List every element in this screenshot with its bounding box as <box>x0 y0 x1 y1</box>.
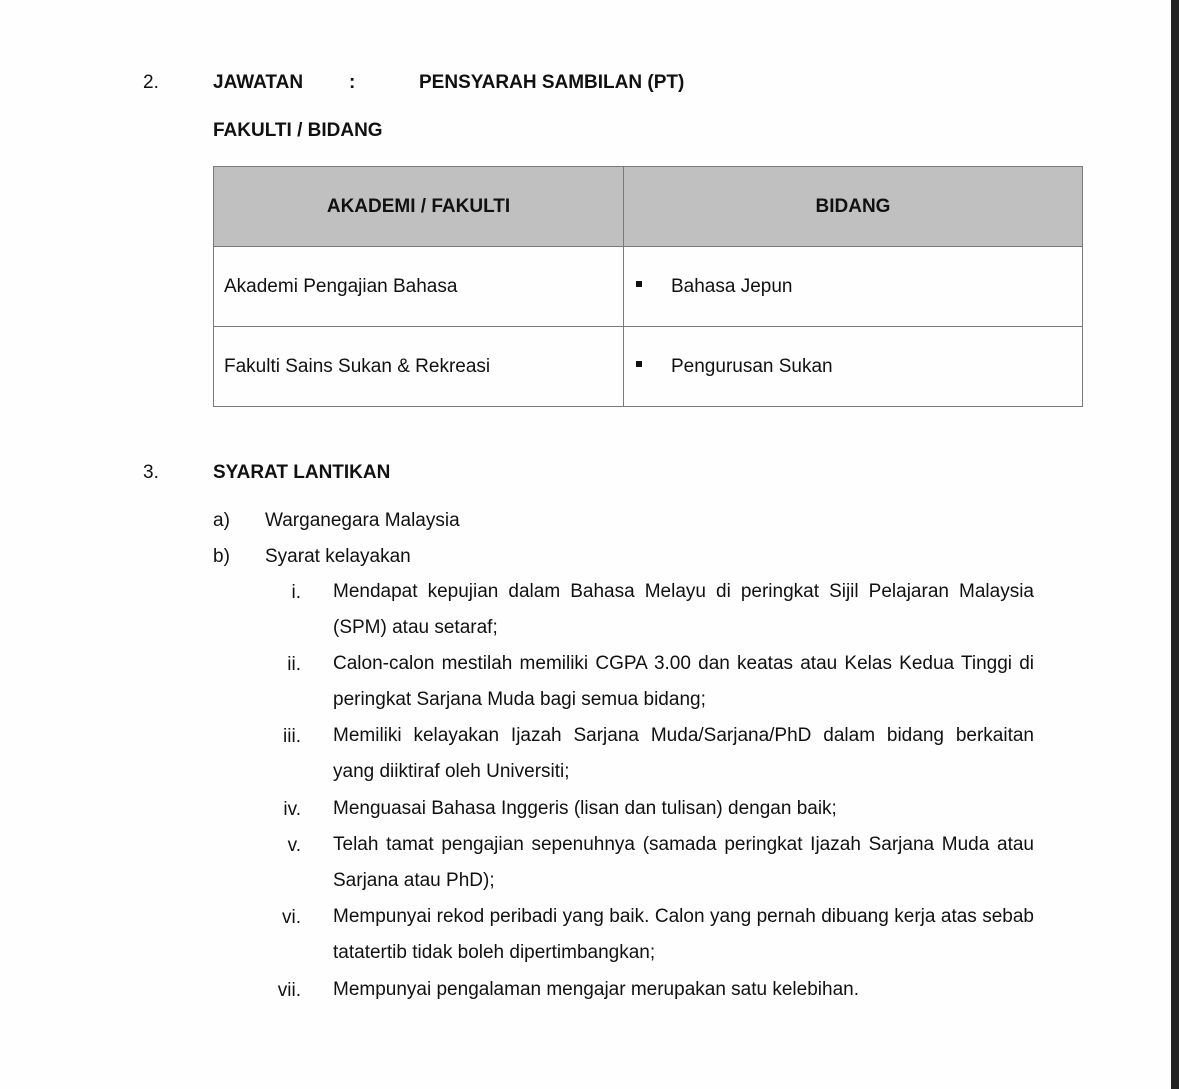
item-text: Warganegara Malaysia <box>265 510 460 531</box>
item-text: Syarat kelayakan <box>265 546 411 567</box>
requirement-text: Menguasai Bahasa Inggeris (lisan dan tulisan) dengan baik; <box>333 798 837 819</box>
section-number: 3. <box>143 462 159 483</box>
requirement-label: iv. <box>283 799 301 820</box>
field-text: Pengurusan Sukan <box>671 355 833 377</box>
requirement-text: Mendapat kepujian dalam Bahasa Melayu di peringkat Sijil Pelajaran Malaysia (SPM) atau setaraf; <box>333 581 1034 638</box>
requirement-label: v. <box>287 835 301 856</box>
field-cell <box>624 247 1083 327</box>
requirement-text: Telah tamat pengajian sepenuhnya (samada peringkat Ijazah Sarjana Muda atau Sarjana atau PhD); <box>333 834 1034 891</box>
section-heading: SYARAT LANTIKAN <box>213 462 391 483</box>
field-text: Bahasa Jepun <box>671 275 793 297</box>
item-label: a) <box>213 510 230 531</box>
table-header-row <box>214 167 1083 247</box>
requirement-label: vi. <box>282 907 301 928</box>
column-header: AKADEMI / FAKULTI <box>214 167 624 247</box>
requirement-label: vii. <box>277 980 301 1001</box>
item-label: b) <box>213 546 230 567</box>
faculty-subheading: FAKULTI / BIDANG <box>213 120 383 141</box>
requirement-text: Mempunyai pengalaman mengajar merupakan satu kelebihan. <box>333 979 859 1000</box>
requirement-label: iii. <box>283 726 301 747</box>
requirement-label: ii. <box>287 654 301 675</box>
position-colon: : <box>349 72 356 93</box>
window-edge <box>1171 0 1179 1089</box>
requirement-text: Memiliki kelayakan Ijazah Sarjana Muda/Sarjana/PhD dalam bidang berkaitan yang diiktiraf oleh Universiti; <box>333 725 1034 782</box>
column-header: BIDANG <box>624 167 1083 247</box>
faculty-cell: Akademi Pengajian Bahasa <box>214 247 624 327</box>
field-cell <box>624 327 1083 407</box>
bullet-icon <box>636 281 642 287</box>
position-label: JAWATAN <box>213 72 304 93</box>
requirement-text: Calon-calon mestilah memiliki CGPA 3.00 dan keatas atau Kelas Kedua Tinggi di peringkat Sarjana Muda bagi semua bidang; <box>333 653 1034 710</box>
faculty-cell: Fakulti Sains Sukan & Rekreasi <box>214 327 624 407</box>
table-row <box>214 247 1083 327</box>
requirement-label: i. <box>291 582 301 603</box>
bullet-icon <box>636 361 642 367</box>
requirement-text: Mempunyai rekod peribadi yang baik. Calon yang pernah dibuang kerja atas sebab tatatertib tidak boleh dipertimbangkan; <box>333 906 1034 963</box>
section-number: 2. <box>143 72 159 93</box>
table-row <box>214 327 1083 407</box>
faculty-table <box>213 166 1083 407</box>
position-value: PENSYARAH SAMBILAN (PT) <box>419 72 685 93</box>
